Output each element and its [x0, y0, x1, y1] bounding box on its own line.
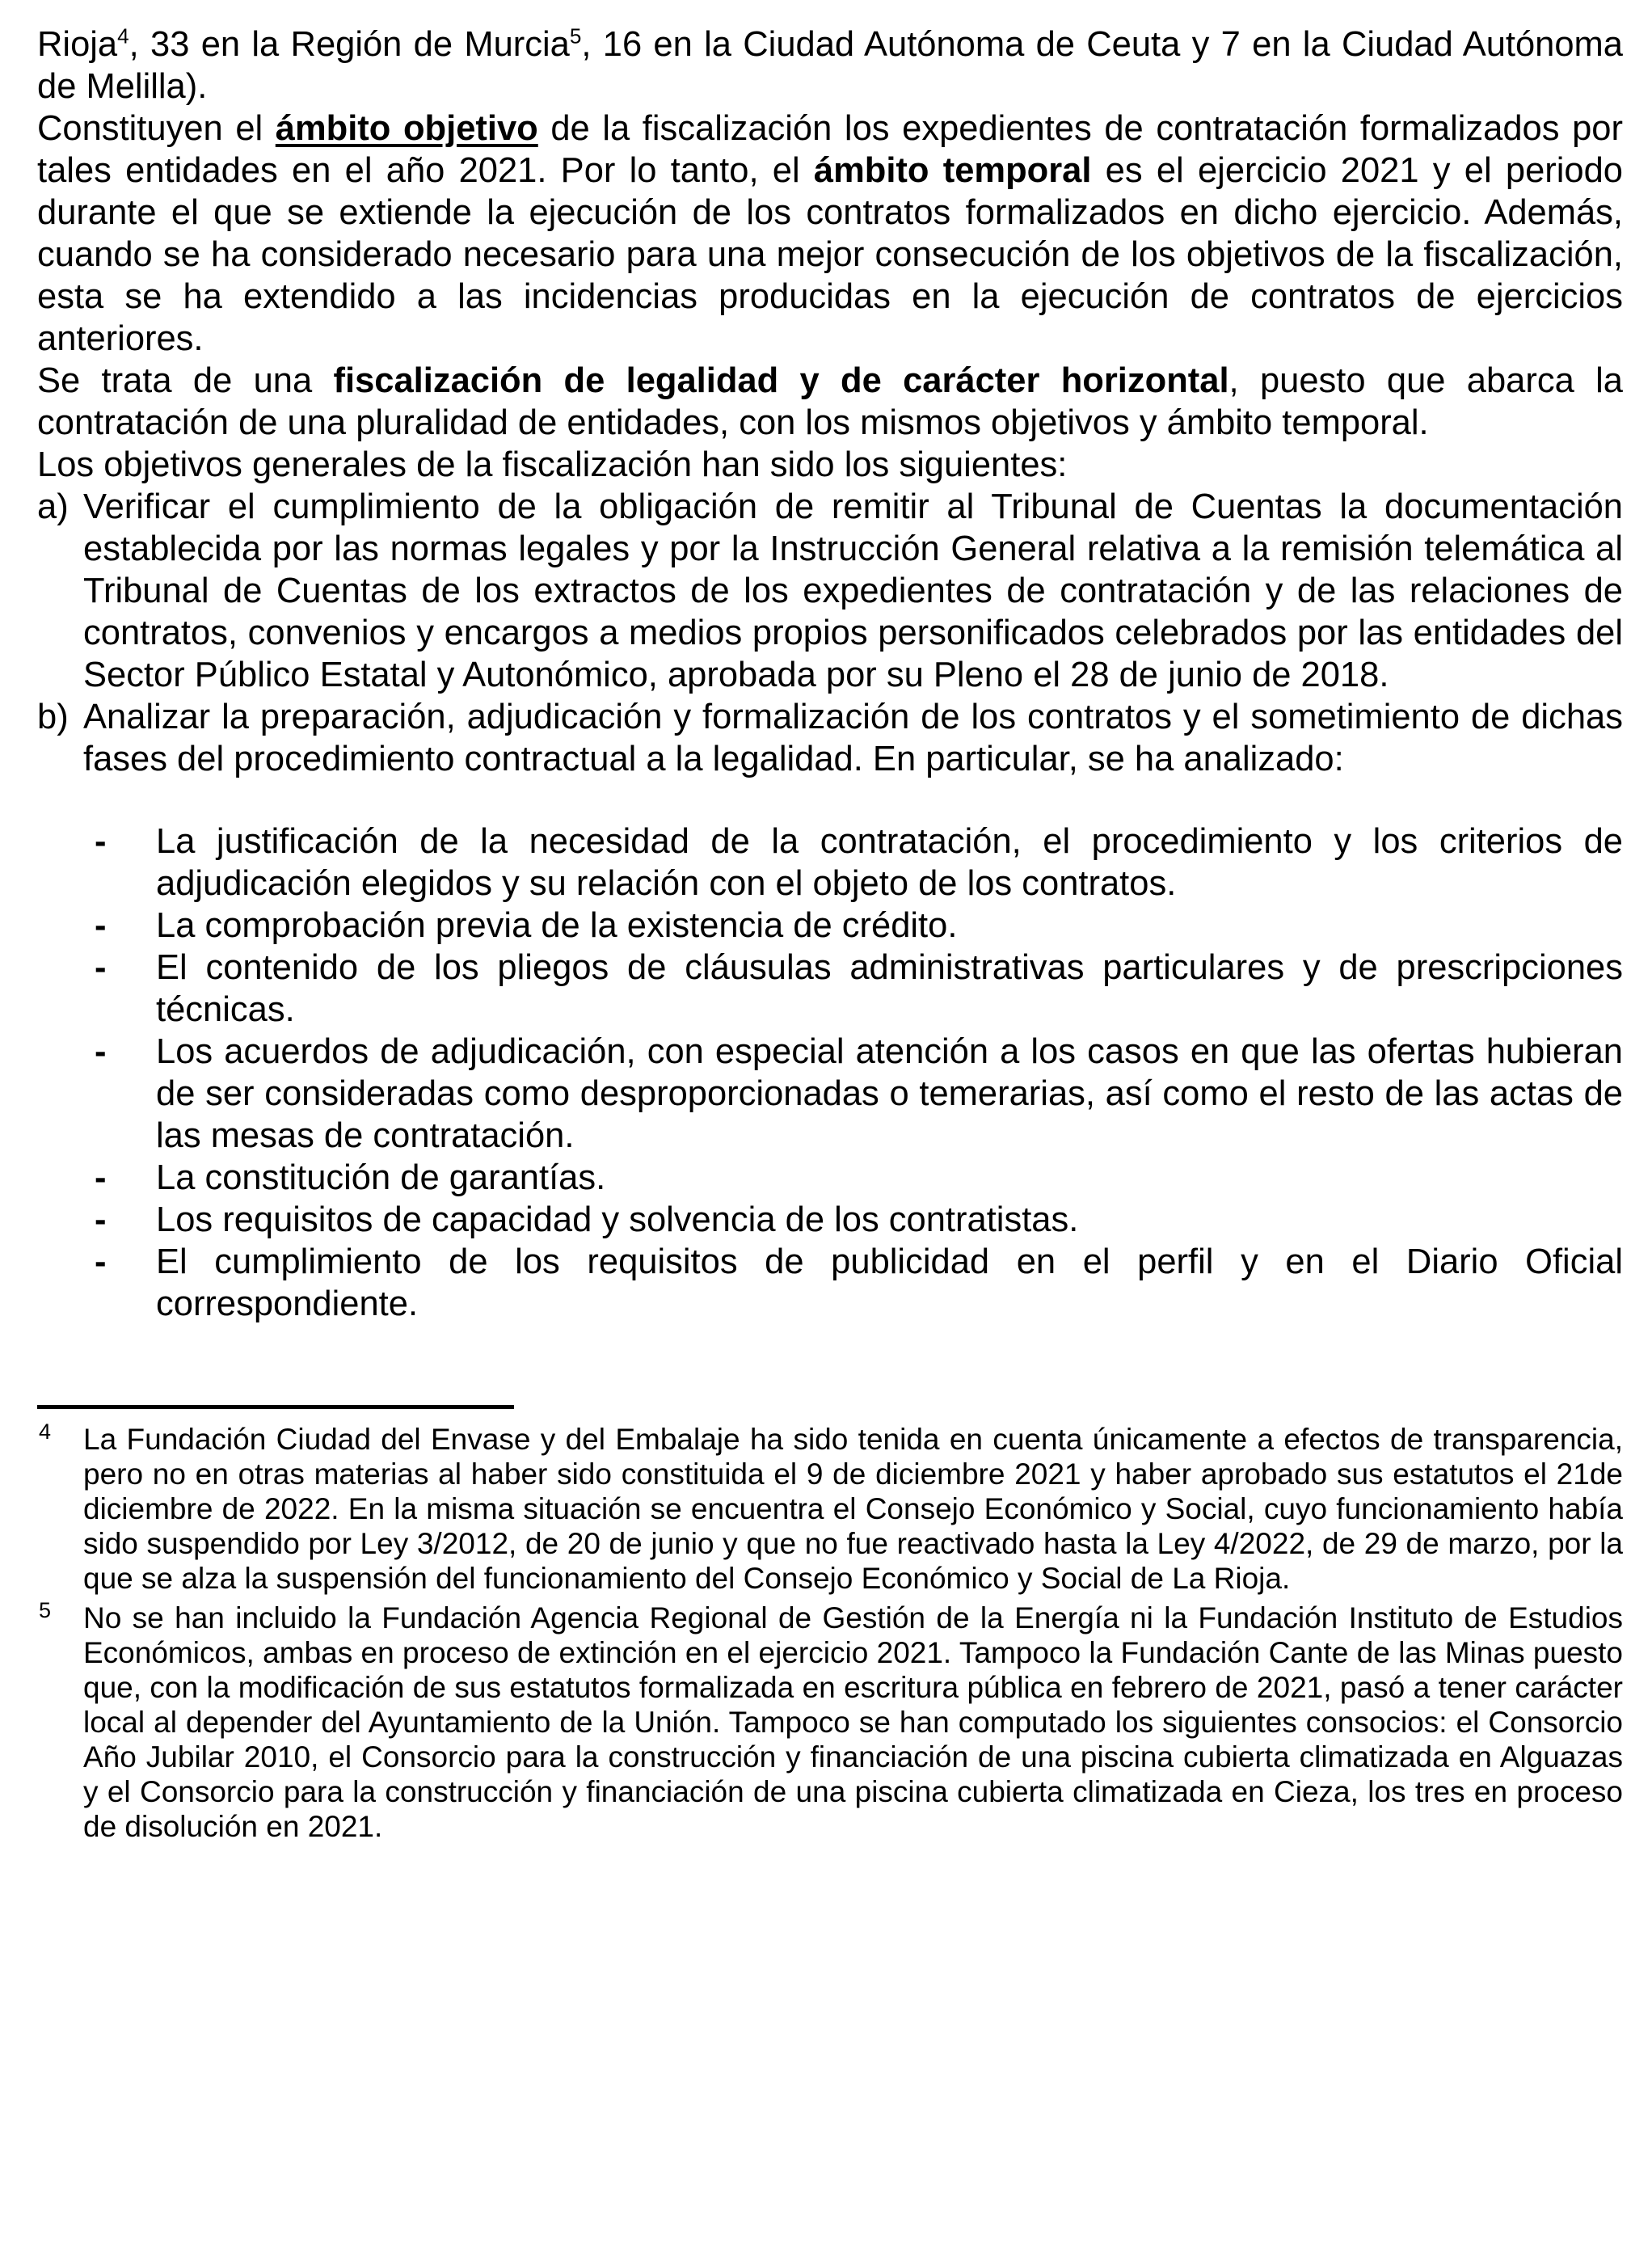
dash-list-item: [37, 947, 1623, 1031]
alpha-list-item: [37, 696, 1623, 780]
list-marker: -: [95, 822, 107, 861]
text-run: Constituyen el: [37, 109, 276, 148]
alpha-list-item: [37, 486, 1623, 696]
list-marker: -: [95, 1200, 107, 1239]
list-marker: a): [37, 487, 69, 526]
text-run: fiscalización de legalidad y de carácter horizontal: [333, 361, 1229, 400]
paragraph: [37, 108, 1623, 360]
text-run: Verificar el cumplimiento de la obligación de remitir al Tribunal de Cuentas la documentación establecida por las normas legales y por la Instrucción General relativa a la remisión telemática al Tribunal de Cuentas de los extractos de los expedientes de contratación y de las relaciones de contratos, convenios y encargos a medios propios personificados celebrados por las entidades del Sector Público Estatal y Autonómico, aprobada por su Pleno el 28 de junio de 2018.: [83, 487, 1623, 694]
text-run: Los objetivos generales de la fiscalización han sido los siguientes:: [37, 445, 1068, 484]
text-run: La constitución de garantías.: [156, 1158, 606, 1197]
text-run: El cumplimiento de los requisitos de publicidad en el perfil y en el Diario Oficial correspondiente.: [156, 1242, 1623, 1323]
footnote-number: 5: [39, 1598, 52, 1622]
footnote-4: [37, 1419, 1623, 1596]
text-run: Rioja: [37, 25, 118, 64]
text-run: Se trata de una: [37, 361, 334, 400]
footnote-number: 4: [39, 1419, 52, 1444]
paragraph: [37, 444, 1623, 486]
text-run: ámbito temporal: [813, 151, 1092, 190]
footnote-reference: 5: [569, 23, 582, 49]
text-run: , 33 en la Región de Murcia: [129, 25, 570, 64]
text-run: La justificación de la necesidad de la contratación, el procedimiento y los criterios de adjudicación elegidos y su relación con el objeto de los contratos.: [156, 822, 1623, 903]
text-run: Los requisitos de capacidad y solvencia de los contratistas.: [156, 1200, 1079, 1239]
footnote-5: [37, 1598, 1623, 1844]
footnote-separator: [37, 1405, 514, 1409]
dash-list-item: [37, 1031, 1623, 1157]
dash-list-item: [37, 905, 1623, 947]
paragraph: [37, 360, 1623, 444]
text-run: Analizar la preparación, adjudicación y formalización de los contratos y el sometimiento de dichas fases del procedimiento contractual a la legalidad. En particular, se ha analizado:: [83, 698, 1623, 778]
text-run: de la fiscalización los expedientes de contratación formalizados por tales entidades en el año 2021. Por lo tanto, el: [37, 109, 1623, 190]
list-marker: -: [95, 1158, 107, 1197]
document-body: [37, 23, 1623, 1325]
list-marker: -: [95, 948, 107, 987]
list-marker: b): [37, 698, 69, 736]
dash-list-item: [37, 1157, 1623, 1199]
list-marker: -: [95, 1032, 107, 1071]
dash-list-item: [37, 820, 1623, 905]
dash-list-item: [37, 1199, 1623, 1241]
dash-list-item: [37, 1241, 1623, 1325]
text-run: Los acuerdos de adjudicación, con especial atención a los casos en que las ofertas hubieran de ser consideradas como desproporcionadas o temerarias, así como el resto de las actas de las mesas de contratación.: [156, 1032, 1623, 1155]
footnote-text: La Fundación Ciudad del Envase y del Embalaje ha sido tenida en cuenta únicamente a efectos de transparencia, pero no en otras materias al haber sido constituida el 9 de diciembre 2021 y haber aprobado sus estatutos el 21de diciembre de 2022. En la misma situación se encuentra el Consejo Económico y Social, cuyo funcionamiento había sido suspendido por Ley 3/2012, de 20 de junio y que no fue reactivado hasta la Ley 4/2022, de 29 de marzo, por la que se alza la suspensión del funcionamiento del Consejo Económico y Social de La Rioja.: [83, 1423, 1623, 1595]
footnote-reference: 4: [117, 23, 129, 49]
text-run: El contenido de los pliegos de cláusulas administrativas particulares y de prescripciones técnicas.: [156, 948, 1623, 1029]
text-run: La comprobación previa de la existencia de crédito.: [156, 906, 958, 945]
paragraph: [37, 23, 1623, 108]
text-run: , puesto que abarca la contratación de una pluralidad de entidades, con los mismos objetivos y ámbito temporal.: [37, 361, 1623, 442]
list-marker: -: [95, 1242, 107, 1281]
text-run: es el ejercicio 2021 y el periodo durante el que se extiende la ejecución de los contratos formalizados en dicho ejercicio. Además, cuando se ha considerado necesario para una mejor consecución de los objetivos de la fiscalización, esta se ha extendido a las incidencias producidas en la ejecución de contratos de ejercicios anteriores.: [37, 151, 1623, 358]
footnotes: [37, 1419, 1623, 1844]
footnote-text: No se han incluido la Fundación Agencia Regional de Gestión de la Energía ni la Fundación Instituto de Estudios Económicos, ambas en proceso de extinción en el ejercicio 2021. Tampoco la Fundación Cante de las Minas puesto que, con la modificación de sus estatutos formalizada en escritura pública en febrero de 2021, pasó a tener carácter local al depender del Ayuntamiento de la Unión. Tampoco se han computado los siguientes consocios: el Consorcio Año Jubilar 2010, el Consorcio para la construcción y financiación de una piscina cubierta climatizada en Alguazas y el Consorcio para la construcción y financiación de una piscina cubierta climatizada en Cieza, los tres en proceso de disolución en 2021.: [83, 1601, 1623, 1843]
text-run: , 16 en la Ciudad Autónoma de Ceuta y 7 en la Ciudad Autónoma de Melilla).: [37, 25, 1623, 106]
text-run: ámbito objetivo: [275, 109, 538, 148]
list-marker: -: [95, 906, 107, 945]
